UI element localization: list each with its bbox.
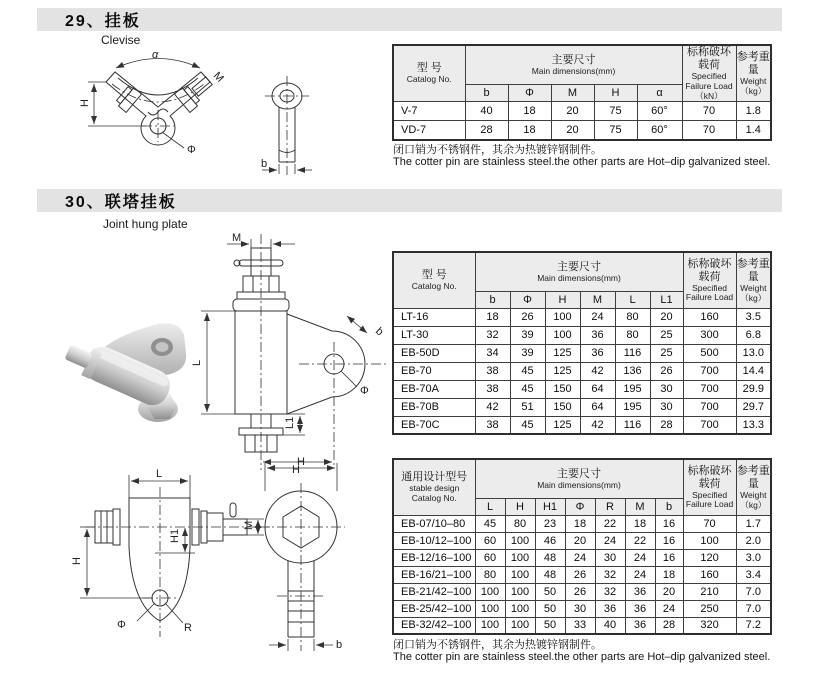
value-cell: 3.4 [736, 566, 771, 583]
dims-header: 主要尺寸 Main dimensions(mm) [475, 252, 683, 291]
catalog-header: 通用设计型号 stable design Catalog No. [393, 459, 475, 515]
value-cell: 700 [683, 380, 736, 398]
value-cell: 150 [545, 398, 580, 416]
model-cell: EB-25/42–100 [393, 600, 475, 617]
value-cell: 13.0 [736, 344, 771, 362]
value-cell: 18 [508, 102, 551, 121]
table-row [393, 121, 771, 140]
stable-design-spec-table [392, 458, 772, 635]
value-cell: 36 [625, 600, 655, 617]
value-cell: 60 [475, 549, 505, 566]
value-cell: 34 [475, 344, 510, 362]
model-cell: EB-50D [393, 344, 475, 362]
value-cell: 300 [683, 326, 736, 344]
value-cell: 75 [594, 102, 637, 121]
table-row [393, 416, 771, 434]
value-cell: 42 [580, 416, 615, 434]
dim-label-b: b [372, 325, 386, 339]
value-cell: 36 [625, 617, 655, 634]
value-cell: 48 [535, 566, 565, 583]
value-cell: 6.8 [736, 326, 771, 344]
dim-col-header: L [615, 291, 650, 308]
value-cell: 30 [650, 380, 683, 398]
value-cell: 80 [505, 515, 535, 532]
value-cell: 150 [545, 380, 580, 398]
table-row [393, 583, 771, 600]
value-cell: 70 [682, 102, 736, 121]
value-cell: 20 [551, 102, 594, 121]
section30-note-en: The cotter pin are stainless steel.the other parts are Hot–dip galvanized steel. [393, 651, 771, 663]
value-cell: 16 [655, 515, 683, 532]
clevise-spec-table [392, 44, 772, 141]
value-cell: 700 [683, 398, 736, 416]
table-header-row [393, 459, 771, 498]
clevise-drawing [60, 46, 390, 186]
value-cell: 38 [475, 380, 510, 398]
dim-label-L: L [156, 468, 163, 480]
table-row [393, 344, 771, 362]
value-cell: 24 [625, 549, 655, 566]
value-cell: 30 [595, 549, 625, 566]
value-cell: 125 [545, 344, 580, 362]
value-cell: 39 [510, 326, 545, 344]
value-cell: 36 [580, 326, 615, 344]
value-cell: 7.2 [736, 617, 771, 634]
model-cell: EB-32/42–100 [393, 617, 475, 634]
catalog-header: 型 号 Catalog No. [393, 45, 465, 102]
value-cell: 25 [650, 344, 683, 362]
value-cell: 36 [595, 600, 625, 617]
value-cell: 64 [580, 398, 615, 416]
section29-title: 29、挂板 [65, 13, 141, 30]
table-row [393, 102, 771, 121]
failure-load-header: 标称破坏载荷 Specified Failure Load [683, 459, 736, 515]
value-cell: 100 [475, 583, 505, 600]
dim-label-H: H [79, 99, 91, 107]
dim-col-header: H1 [535, 498, 565, 515]
value-cell: 20 [655, 583, 683, 600]
value-cell: 42 [475, 398, 510, 416]
table-row [393, 549, 771, 566]
dim-col-header: b [475, 291, 510, 308]
value-cell: 30 [650, 398, 683, 416]
value-cell: 28 [655, 617, 683, 634]
value-cell: 100 [505, 549, 535, 566]
model-cell: EB-10/12–100 [393, 532, 475, 549]
value-cell: 1.8 [736, 102, 771, 121]
dim-col-header: H [505, 498, 535, 515]
dim-col-header: b [655, 498, 683, 515]
weight-header: 参考重量 Weight （kg） [736, 252, 771, 308]
value-cell: 26 [565, 566, 595, 583]
value-cell: 26 [510, 308, 545, 326]
dim-label-L: L [191, 359, 203, 366]
value-cell: 3.5 [736, 308, 771, 326]
value-cell: 1.4 [736, 121, 771, 140]
value-cell: 20 [565, 532, 595, 549]
value-cell: 250 [683, 600, 736, 617]
value-cell: 80 [475, 566, 505, 583]
stable-design-drawing [55, 455, 390, 670]
section29-header-band [37, 8, 782, 31]
value-cell: 24 [565, 549, 595, 566]
value-cell: 22 [595, 515, 625, 532]
dims-header: 主要尺寸 Main dimensions(mm) [475, 459, 683, 498]
value-cell: 23 [535, 515, 565, 532]
value-cell: 64 [580, 380, 615, 398]
section29-note-zh: 闭口销为不锈钢件，其余为热镀锌钢制件。 [393, 144, 602, 156]
failure-load-header: 标称破坏载荷 Specified Failure Load [683, 252, 736, 308]
table-header-row [393, 252, 771, 291]
model-cell: EB-21/42–100 [393, 583, 475, 600]
value-cell: 13.3 [736, 416, 771, 434]
model-cell: EB-12/16–100 [393, 549, 475, 566]
value-cell: 100 [505, 566, 535, 583]
section30-subtitle: Joint hung plate [103, 217, 188, 231]
dims-header: 主要尺寸 Main dimensions(mm) [465, 45, 682, 84]
value-cell: 14.4 [736, 362, 771, 380]
dim-label-H-side: H [297, 456, 305, 468]
dim-label-H: H [71, 557, 83, 565]
value-cell: 26 [650, 362, 683, 380]
value-cell: 18 [565, 515, 595, 532]
dim-col-header: Φ [510, 291, 545, 308]
value-cell: 80 [615, 326, 650, 344]
value-cell: 700 [683, 416, 736, 434]
value-cell: 50 [535, 600, 565, 617]
value-cell: 29.7 [736, 398, 771, 416]
dim-label-H1: H1 [169, 528, 181, 543]
value-cell: 80 [615, 308, 650, 326]
table-header-row [393, 45, 771, 84]
product-photo [58, 303, 206, 448]
section30-header-band [37, 189, 782, 212]
model-cell: EB-16/21–100 [393, 566, 475, 583]
value-cell: 30 [565, 600, 595, 617]
section29-subtitle: Clevise [101, 33, 141, 47]
model-cell: EB-07/10–80 [393, 515, 475, 532]
value-cell: 18 [508, 121, 551, 140]
value-cell: 125 [545, 362, 580, 380]
value-cell: 125 [545, 416, 580, 434]
value-cell: 42 [580, 362, 615, 380]
value-cell: 45 [510, 416, 545, 434]
section29-note-en: The cotter pin are stainless steel.the other parts are Hot–dip galvanized steel. [393, 156, 771, 168]
value-cell: 136 [615, 362, 650, 380]
dim-col-header: M [551, 84, 594, 101]
value-cell: 38 [475, 362, 510, 380]
value-cell: 29.9 [736, 380, 771, 398]
value-cell: 700 [683, 362, 736, 380]
value-cell: 160 [683, 308, 736, 326]
dim-col-header: L1 [650, 291, 683, 308]
value-cell: 22 [625, 532, 655, 549]
table-row [393, 326, 771, 344]
model-cell: VD-7 [393, 121, 465, 140]
table-row [393, 617, 771, 634]
model-cell: EB-70A [393, 380, 475, 398]
value-cell: 7.0 [736, 600, 771, 617]
dim-col-header: M [625, 498, 655, 515]
value-cell: 100 [475, 600, 505, 617]
value-cell: 75 [594, 121, 637, 140]
value-cell: 45 [510, 380, 545, 398]
dim-col-header: Φ [508, 84, 551, 101]
value-cell: 40 [465, 102, 508, 121]
value-cell: 100 [683, 532, 736, 549]
value-cell: 1.7 [736, 515, 771, 532]
value-cell: 26 [565, 583, 595, 600]
value-cell: 18 [655, 566, 683, 583]
value-cell: 210 [683, 583, 736, 600]
dim-col-header: α [637, 84, 682, 101]
table-row [393, 380, 771, 398]
value-cell: 3.0 [736, 549, 771, 566]
weight-header: 参考重量 Weight （kg） [736, 45, 771, 102]
value-cell: 50 [535, 583, 565, 600]
value-cell: 100 [475, 617, 505, 634]
value-cell: 160 [683, 566, 736, 583]
model-cell: LT-30 [393, 326, 475, 344]
dim-label-b: b [336, 639, 343, 651]
value-cell: 36 [625, 583, 655, 600]
value-cell: 120 [683, 549, 736, 566]
value-cell: 70 [682, 121, 736, 140]
dim-col-header: M [580, 291, 615, 308]
value-cell: 16 [655, 532, 683, 549]
value-cell: 33 [565, 617, 595, 634]
weight-header: 参考重量 Weight （kg） [736, 459, 771, 515]
value-cell: 50 [535, 617, 565, 634]
value-cell: 100 [505, 583, 535, 600]
dim-col-header: b [465, 84, 508, 101]
joint-hung-plate-drawing [187, 230, 392, 475]
value-cell: 116 [615, 416, 650, 434]
dim-label-L1: L1 [284, 416, 296, 429]
model-cell: EB-70 [393, 362, 475, 380]
table-row [393, 515, 771, 532]
dim-col-header: H [545, 291, 580, 308]
value-cell: 500 [683, 344, 736, 362]
dim-label-M: M [243, 520, 255, 530]
value-cell: 28 [650, 416, 683, 434]
value-cell: 116 [615, 344, 650, 362]
value-cell: 45 [475, 515, 505, 532]
dim-label-phi: Φ [117, 619, 126, 631]
dim-label-R: R [184, 622, 192, 634]
table-row [393, 308, 771, 326]
value-cell: 36 [580, 344, 615, 362]
model-cell: EB-70C [393, 416, 475, 434]
value-cell: 46 [535, 532, 565, 549]
value-cell: 25 [650, 326, 683, 344]
joint-hung-plate-spec-table [392, 251, 772, 435]
value-cell: 16 [655, 549, 683, 566]
model-cell: EB-70B [393, 398, 475, 416]
value-cell: 18 [625, 515, 655, 532]
table-row [393, 600, 771, 617]
dim-label-b: b [261, 158, 268, 170]
dim-col-header: R [595, 498, 625, 515]
value-cell: 60° [637, 102, 682, 121]
value-cell: 32 [595, 566, 625, 583]
table-row [393, 398, 771, 416]
value-cell: 24 [655, 600, 683, 617]
value-cell: 48 [535, 549, 565, 566]
dim-col-header: Φ [565, 498, 595, 515]
section30-title: 30、联塔挂板 [65, 194, 177, 211]
value-cell: 18 [475, 308, 510, 326]
table-row [393, 566, 771, 583]
value-cell: 51 [510, 398, 545, 416]
value-cell: 100 [505, 617, 535, 634]
value-cell: 40 [595, 617, 625, 634]
dim-label-phi: Φ [187, 144, 196, 156]
value-cell: 320 [683, 617, 736, 634]
value-cell: 60° [637, 121, 682, 140]
value-cell: 100 [505, 600, 535, 617]
value-cell: 39 [510, 344, 545, 362]
model-cell: LT-16 [393, 308, 475, 326]
dim-label-phi: Φ [360, 385, 369, 397]
value-cell: 195 [615, 398, 650, 416]
dim-label-M: M [210, 69, 226, 85]
value-cell: 20 [551, 121, 594, 140]
value-cell: 24 [625, 566, 655, 583]
value-cell: 100 [505, 532, 535, 549]
dim-label-M: M [232, 232, 242, 244]
value-cell: 70 [683, 515, 736, 532]
dim-col-header: H [594, 84, 637, 101]
dim-col-header: L [475, 498, 505, 515]
value-cell: 60 [475, 532, 505, 549]
model-cell: V-7 [393, 102, 465, 121]
value-cell: 195 [615, 380, 650, 398]
value-cell: 100 [545, 308, 580, 326]
value-cell: 20 [650, 308, 683, 326]
catalog-header: 型 号 Catalog No. [393, 252, 475, 308]
value-cell: 2.0 [736, 532, 771, 549]
value-cell: 45 [510, 362, 545, 380]
value-cell: 32 [475, 326, 510, 344]
value-cell: 100 [545, 326, 580, 344]
section30-note-zh: 闭口销为不锈钢件，其余为热镀锌钢制件。 [393, 639, 602, 651]
value-cell: 38 [475, 416, 510, 434]
value-cell: 24 [580, 308, 615, 326]
dim-label-H: H [292, 464, 300, 475]
value-cell: 32 [595, 583, 625, 600]
dim-label-alpha: α [152, 49, 159, 61]
table-row [393, 362, 771, 380]
value-cell: 24 [595, 532, 625, 549]
table-row [393, 532, 771, 549]
failure-load-header: 标称破坏载荷 Specified Failure Load （kN） [682, 45, 736, 102]
value-cell: 28 [465, 121, 508, 140]
value-cell: 7.0 [736, 583, 771, 600]
